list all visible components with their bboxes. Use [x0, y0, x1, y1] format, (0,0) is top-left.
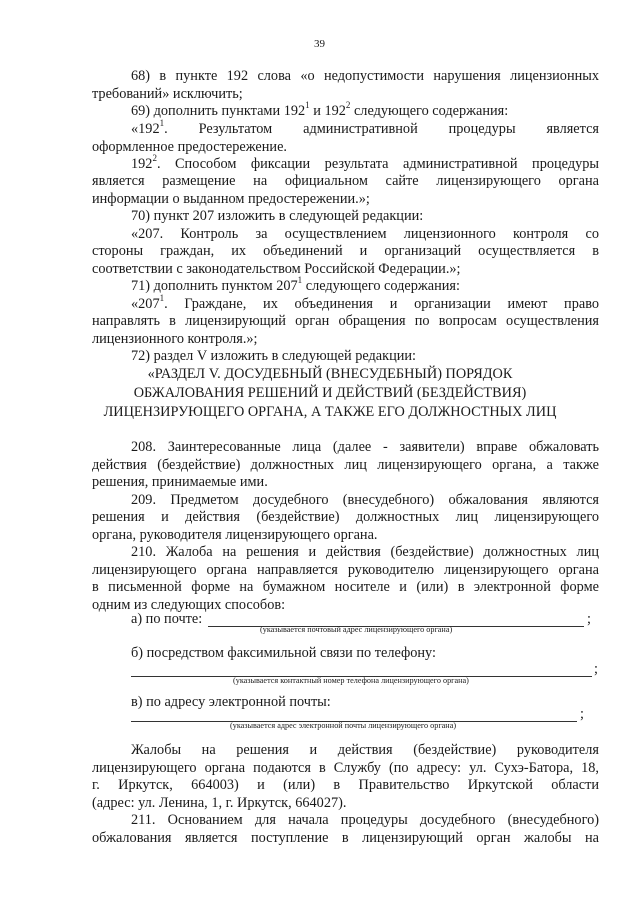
item-70: 70) пункт 207 изложить в следующей редакции:: [131, 208, 424, 224]
clause-192-1-line-1: «$192^1$. Результатом административной процедуры является: [131, 118, 599, 137]
para-210-line-4: одним из следующих способов:: [92, 597, 286, 613]
section-heading-line-1: «РАЗДЕЛ V. ДОСУДЕБНЫЙ (ВНЕСУДЕБНЫЙ) ПОРЯДОК: [147, 366, 513, 382]
para-210-line-1: 210. Жалоба на решения и действия (бездействие) должностных лиц: [131, 544, 599, 560]
complaint-para-line-2: лицензирующего органа подаются в Службу (по адресу: ул. Сухэ-Батора, 18,: [92, 760, 599, 776]
item-68-line-2: требований» исключить;: [92, 86, 243, 102]
item-72: 72) раздел V изложить в следующей редакции:: [131, 348, 417, 364]
para-208-line-3: решения, принимаемые ими.: [92, 474, 268, 490]
clause-192-1-line-2: оформленное предостережение.: [92, 139, 287, 155]
postal-address-hint: (указывается почтовый адрес лицензирующего органа): [260, 625, 453, 634]
clause-207-line-3: соответствии с законодательством Российской Федерации.»;: [92, 261, 461, 277]
clause-207-line-1: «207. Контроль за осуществлением лицензионного контроля со: [131, 226, 599, 242]
item-69: 69) дополнить пунктами $192^1$ и $192^2$ следующего содержания:: [131, 100, 509, 119]
para-208-line-2: действия (бездействие) должностных лиц лицензирующего органа, а также: [92, 457, 599, 473]
para-209-line-3: органа, руководителя лицензирующего органа.: [92, 527, 378, 543]
page-number: 39: [314, 38, 325, 50]
email-address-hint: (указывается адрес электронной почты лицензирующего органа): [230, 721, 457, 730]
complaint-para-line-3: г. Иркутск, 664003) и (или) в Правительство Иркутской области: [92, 777, 599, 793]
para-211-line-2: обжалования является поступление в лицензирующий орган жалобы на: [92, 830, 599, 846]
para-208-line-1: 208. Заинтересованные лица (далее - заявители) вправе обжаловать: [131, 439, 599, 455]
option-c-semicolon: ;: [580, 706, 584, 722]
section-heading-line-2: ОБЖАЛОВАНИЯ РЕШЕНИЙ И ДЕЙСТВИЙ (БЕЗДЕЙСТВИЯ): [133, 385, 527, 401]
option-a-semicolon: ;: [587, 611, 591, 627]
complaint-para-line-1: Жалобы на решения и действия (бездействие) руководителя: [131, 742, 599, 758]
clause-207-1-line-2: направлять в лицензирующий орган обращения по вопросам осуществления: [92, 313, 599, 329]
clause-192-2-line-1: $192^2$. Способом фиксации результата административной процедуры: [131, 153, 599, 172]
option-a-by-mail: а) по почте:: [131, 611, 203, 627]
clause-207-1-line-3: лицензионного контроля.»;: [92, 331, 258, 347]
item-68-line-1: 68) в пункте 192 слова «о недопустимости нарушения лицензионных: [131, 68, 599, 84]
clause-207-line-2: стороны граждан, их объединений и организаций осуществляется в: [92, 243, 599, 259]
fax-number-hint: (указывается контактный номер телефона лицензирующего органа): [233, 676, 469, 685]
para-210-line-3: в письменной форме на бумажном носителе и (или) в электронной форме: [92, 579, 599, 595]
section-heading-line-3: ЛИЦЕНЗИРУЮЩЕГО ОРГАНА, А ТАКЖЕ ЕГО ДОЛЖНОСТНЫХ ЛИЦ: [103, 404, 557, 420]
complaint-para-line-4: (адрес: ул. Ленина, 1, г. Иркутск, 664027).: [92, 795, 347, 811]
clause-207-1-line-1: «$207^1$. Граждане, их объединения и организации имеют право: [131, 293, 599, 312]
para-210-line-2: лицензирующего органа направляется руководителю лицензирующего органа: [92, 562, 599, 578]
option-b-semicolon: ;: [594, 661, 598, 677]
option-c-by-email: в) по адресу электронной почты:: [131, 694, 331, 710]
clause-192-2-line-2: является размещение на официальном сайте лицензирующего органа: [92, 173, 599, 189]
item-71: 71) дополнить пунктом $207^1$ следующего содержания:: [131, 275, 460, 294]
option-b-by-fax: б) посредством факсимильной связи по телефону:: [131, 645, 436, 661]
para-209-line-1: 209. Предметом досудебного (внесудебного) обжалования являются: [131, 492, 599, 508]
para-209-line-2: решения и действия (бездействие) должностных лиц лицензирующего: [92, 509, 599, 525]
para-211-line-1: 211. Основанием для начала процедуры досудебного (внесудебного): [131, 812, 599, 828]
clause-192-2-line-3: информации о выданном предостережении.»;: [92, 191, 370, 207]
